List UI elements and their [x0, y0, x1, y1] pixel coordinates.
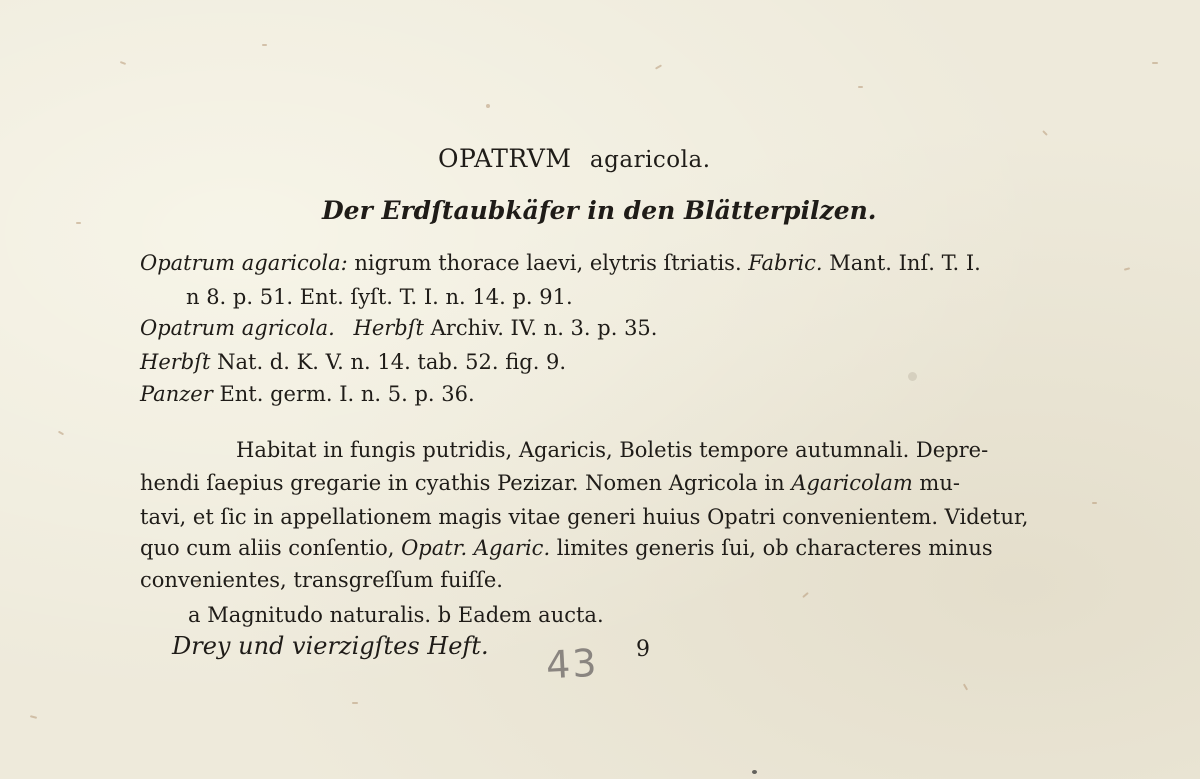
habitat-italic: Agaricolam: [791, 471, 913, 495]
genus-name: OPATRVM: [438, 144, 572, 173]
reference-text: n 8. p. 51. Ent. ſyſt. T. I. n. 14. p. 91.: [186, 285, 573, 309]
habitat-text: quo cum aliis conſentio,: [140, 536, 402, 560]
habitat-text: Habitat in fungis putridis, Agaricis, Boletis tempore autumnali. Depre-: [236, 438, 989, 462]
reference-author: Herbſt: [140, 350, 211, 374]
habitat-text: hendi ſaepius gregarie in cyathis Pezizar. Nomen Agricola in: [140, 471, 792, 495]
habitat-text-2: mu-: [912, 471, 960, 495]
reference-author: Panzer: [140, 382, 213, 406]
reference-line: [140, 318, 657, 339]
reference-name: Opatrum agaricola:: [140, 251, 348, 275]
reference-text: nigrum thorace laevi, elytris ſtriatis.: [347, 251, 749, 275]
reference-line: [186, 287, 573, 308]
habitat-line: [140, 507, 1028, 528]
reference-text: Ent. germ. I. n. 5. p. 36.: [212, 382, 475, 406]
page-number: 9: [636, 637, 650, 662]
reference-text-2: Mant. Inſ. T. I.: [822, 251, 981, 275]
german-subtitle: Der Erdſtaubkäfer in den Blätterpilzen.: [322, 196, 877, 225]
reference-author: Fabric.: [748, 251, 823, 275]
habitat-text-2: limites generis ſui, ob characteres minus: [550, 536, 993, 560]
figure-caption: a Magnitudo naturalis. b Eadem aucta.: [188, 603, 604, 627]
reference-line: [140, 352, 566, 373]
handwritten-number: 43: [544, 640, 600, 688]
habitat-italic: Opatr. Agaric.: [401, 536, 551, 560]
reference-text: Archiv. IV. n. 3. p. 35.: [423, 316, 658, 340]
species-name: agaricola.: [589, 147, 711, 173]
reference-author: Herbſt: [353, 316, 424, 340]
reference-name: Opatrum agricola.: [140, 316, 335, 340]
habitat-line: [140, 538, 993, 559]
habitat-line: [236, 440, 988, 461]
habitat-text: convenientes, transgreſſum fuiſſe.: [140, 568, 503, 592]
habitat-line: [140, 570, 503, 591]
species-title: [438, 146, 711, 172]
reference-text: Nat. d. K. V. n. 14. tab. 52. fig. 9.: [210, 350, 567, 374]
reference-line: [140, 253, 981, 274]
habitat-text: tavi, et ſic in appellationem magis vitae generi huius Opatri convenientem. Videtur,: [140, 505, 1029, 529]
reference-line: [140, 384, 475, 405]
signature-line: Drey und vierzigſtes Heft.: [172, 632, 489, 660]
habitat-line: [140, 473, 960, 494]
